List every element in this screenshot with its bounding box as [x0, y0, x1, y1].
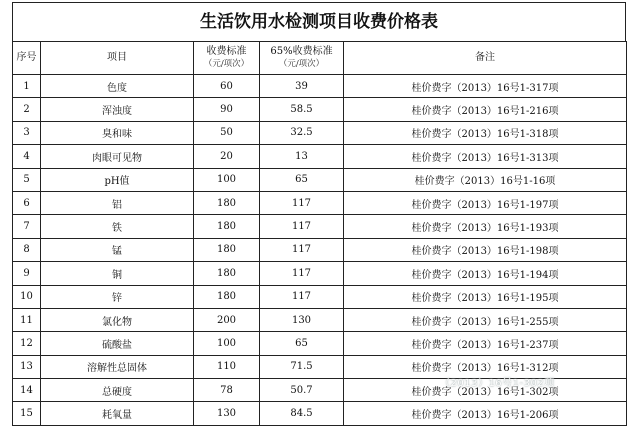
header-fee65-label: 65%收费标准: [270, 46, 333, 57]
cell-fee: 110: [194, 355, 260, 378]
cell-item: 臭和味: [41, 121, 194, 144]
table-row: [13, 402, 627, 425]
cell-fee65: 65: [260, 332, 344, 355]
cell-remark: 桂价费字（2013）16号1-194项: [344, 262, 627, 285]
header-item: 项目: [41, 42, 194, 75]
cell-fee65: 117: [260, 191, 344, 214]
page-title: 生活饮用水检测项目收费价格表: [12, 2, 626, 41]
cell-fee: 50: [194, 121, 260, 144]
cell-item: 铝: [41, 191, 194, 214]
cell-item: 锌: [41, 285, 194, 308]
cell-item: 锰: [41, 238, 194, 261]
table-row: [13, 262, 627, 285]
cell-no: 14: [13, 379, 41, 402]
cell-fee65: 71.5: [260, 355, 344, 378]
cell-item: 铜: [41, 262, 194, 285]
cell-fee65: 65: [260, 168, 344, 191]
cell-no: 1: [13, 75, 41, 98]
cell-fee: 180: [194, 215, 260, 238]
cell-no: 8: [13, 238, 41, 261]
cell-remark: 桂价费字（2013）16号1-216项: [344, 98, 627, 121]
cell-item: 铁: [41, 215, 194, 238]
header-no: 序号: [13, 42, 41, 75]
cell-no: 12: [13, 332, 41, 355]
table-row: [13, 75, 627, 98]
cell-no: 3: [13, 121, 41, 144]
cell-item: 耗氧量: [41, 402, 194, 425]
cell-fee: 60: [194, 75, 260, 98]
table-row: [13, 215, 627, 238]
cell-no: 4: [13, 145, 41, 168]
table-row: [13, 191, 627, 214]
cell-remark: 桂价费字（2013）16号1-195项: [344, 285, 627, 308]
table-row: [13, 168, 627, 191]
cell-fee: 180: [194, 262, 260, 285]
cell-remark: 桂价费字（2013）16号1-318项: [344, 121, 627, 144]
cell-no: 11: [13, 308, 41, 331]
header-remark: 备注: [344, 42, 627, 75]
cell-item: 肉眼可见物: [41, 145, 194, 168]
cell-no: 7: [13, 215, 41, 238]
cell-remark: 桂价费字（2013）16号1-312项: [344, 355, 627, 378]
cell-remark: 桂价费字（2013）16号1-255项: [344, 308, 627, 331]
watermark: （2013）16号1-302项: [440, 378, 555, 389]
cell-remark: 桂价费字（2013）16号1-313项: [344, 145, 627, 168]
cell-fee: 100: [194, 332, 260, 355]
cell-fee65: 117: [260, 285, 344, 308]
header-fee-label: 收费标准: [206, 46, 247, 57]
cell-fee: 180: [194, 285, 260, 308]
cell-item: pH值: [41, 168, 194, 191]
table-row: [13, 285, 627, 308]
cell-fee: 130: [194, 402, 260, 425]
cell-fee65: 84.5: [260, 402, 344, 425]
cell-no: 6: [13, 191, 41, 214]
cell-item: 硫酸盐: [41, 332, 194, 355]
cell-fee65: 50.7: [260, 379, 344, 402]
cell-no: 10: [13, 285, 41, 308]
header-fee65: [260, 42, 344, 75]
table-header-row: [13, 42, 627, 75]
header-fee-unit: （元/项次）: [203, 59, 250, 69]
cell-fee65: 13: [260, 145, 344, 168]
fee-table: [12, 41, 627, 426]
cell-fee65: 117: [260, 215, 344, 238]
header-fee65-unit: （元/项次）: [278, 59, 325, 69]
cell-remark: 桂价费字（2013）16号1-237项: [344, 332, 627, 355]
cell-fee: 100: [194, 168, 260, 191]
cell-fee: 78: [194, 379, 260, 402]
cell-item: 色度: [41, 75, 194, 98]
cell-no: 9: [13, 262, 41, 285]
table-body: [13, 75, 627, 426]
cell-remark: 桂价费字（2013）16号1-197项: [344, 191, 627, 214]
cell-fee: 20: [194, 145, 260, 168]
cell-fee65: 58.5: [260, 98, 344, 121]
table-row: [13, 145, 627, 168]
cell-fee: 180: [194, 191, 260, 214]
header-fee: [194, 42, 260, 75]
cell-remark: 桂价费字（2013）16号1-193项: [344, 215, 627, 238]
cell-fee65: 39: [260, 75, 344, 98]
cell-item: 浑浊度: [41, 98, 194, 121]
cell-remark: 桂价费字（2013）16号1-302项: [344, 379, 627, 402]
cell-no: 5: [13, 168, 41, 191]
table-row: [13, 308, 627, 331]
price-table-document: [12, 2, 626, 426]
table-row: [13, 98, 627, 121]
cell-fee: 200: [194, 308, 260, 331]
cell-remark: 桂价费字（2013）16号1-16项: [344, 168, 627, 191]
cell-fee65: 130: [260, 308, 344, 331]
cell-remark: 桂价费字（2013）16号1-317项: [344, 75, 627, 98]
table-row: [13, 238, 627, 261]
cell-no: 13: [13, 355, 41, 378]
cell-item: 总硬度: [41, 379, 194, 402]
table-row: [13, 121, 627, 144]
cell-remark: 桂价费字（2013）16号1-206项: [344, 402, 627, 425]
cell-item: 氯化物: [41, 308, 194, 331]
cell-fee: 180: [194, 238, 260, 261]
table-row: [13, 332, 627, 355]
cell-remark: 桂价费字（2013）16号1-198项: [344, 238, 627, 261]
cell-fee65: 117: [260, 262, 344, 285]
cell-no: 15: [13, 402, 41, 425]
cell-fee65: 32.5: [260, 121, 344, 144]
cell-no: 2: [13, 98, 41, 121]
cell-fee: 90: [194, 98, 260, 121]
cell-item: 溶解性总固体: [41, 355, 194, 378]
cell-fee65: 117: [260, 238, 344, 261]
